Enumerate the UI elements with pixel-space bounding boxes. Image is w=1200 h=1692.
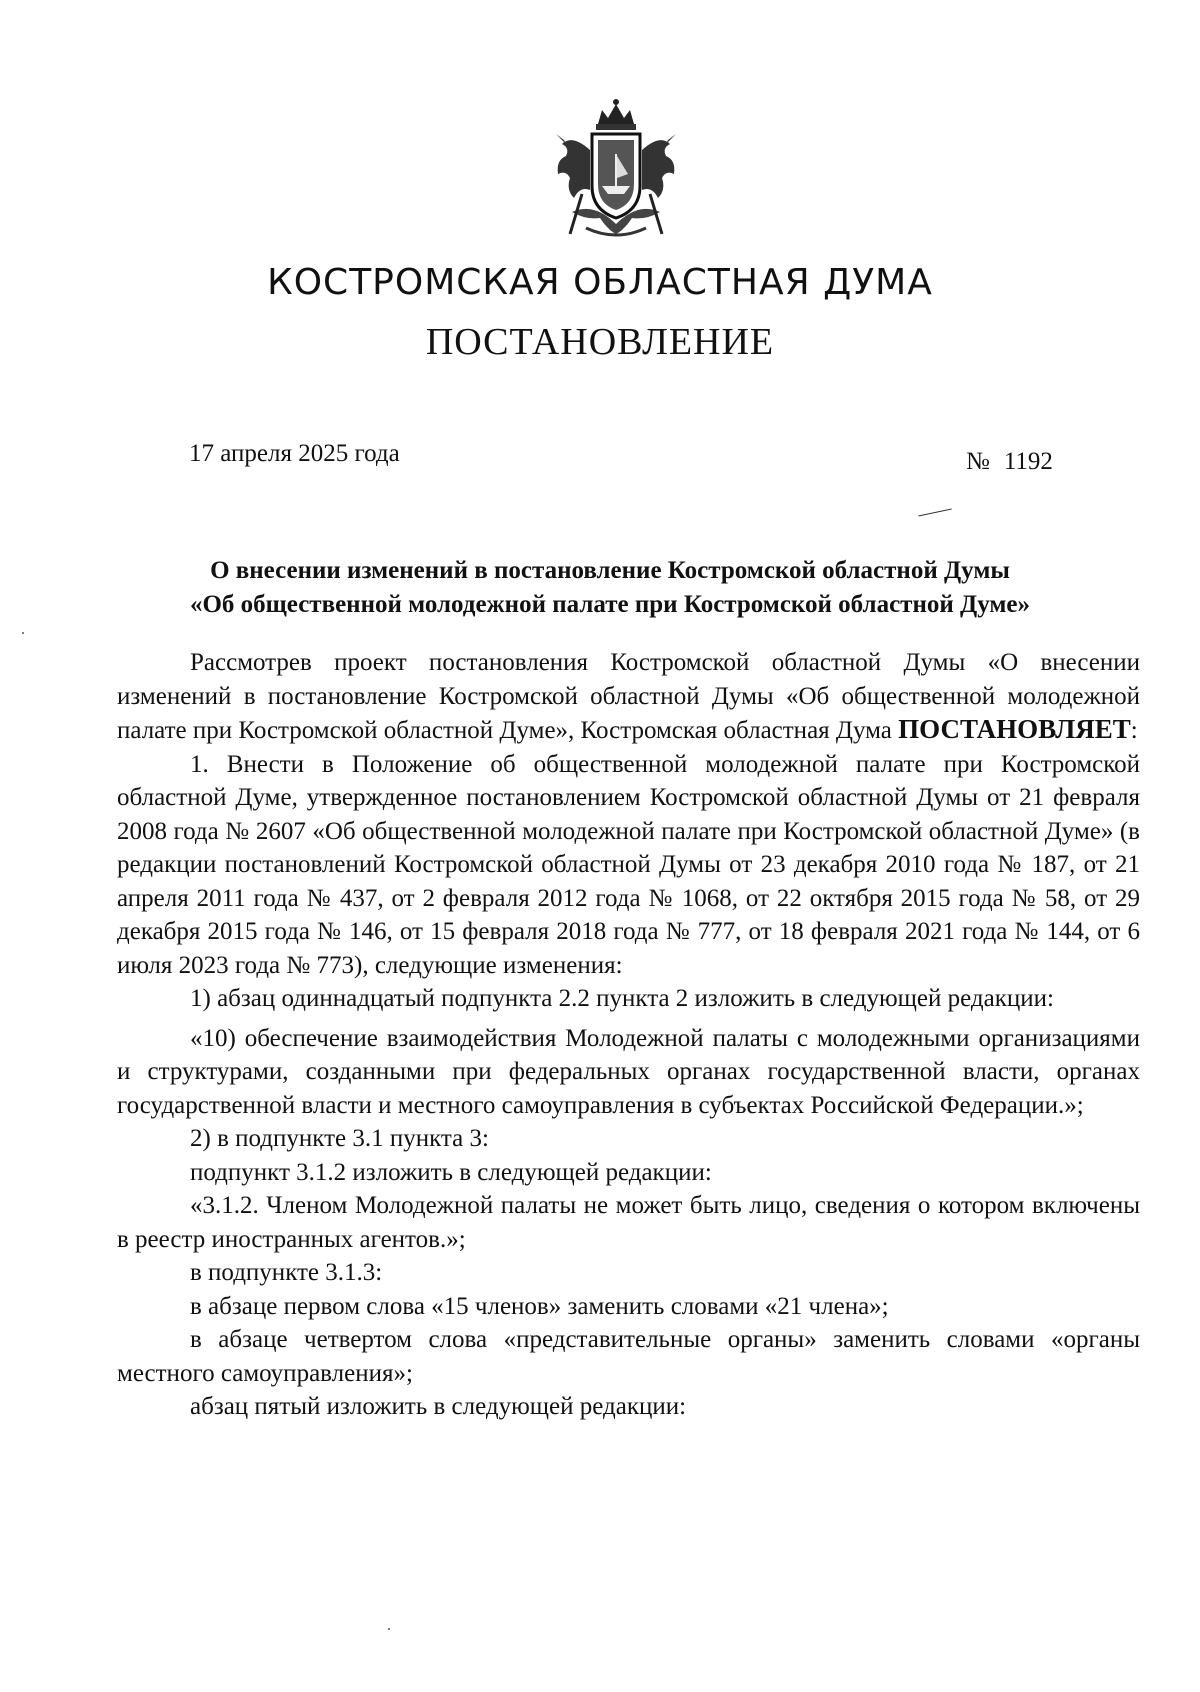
kostroma-coat-of-arms-icon — [536, 94, 696, 254]
subitem-2-paragraph: 2) в подпункте 3.1 пункта 3: — [190, 1125, 489, 1152]
preamble-text: Рассмотрев проект постановления Костромской областной Думы «О внесении изменений в постановление Костромской областной Думы «Об общественной молодежной палате при Костромской областной Думе», Костромская областная Дума — [117, 649, 1140, 744]
subitem-2b-paragraph: в подпункте 3.1.3: — [190, 1259, 383, 1286]
document-number — [966, 448, 1053, 476]
subject-line-1: О внесении изменений в постановление Костромской областной Думы — [210, 557, 1010, 584]
number-sign: № — [966, 448, 990, 475]
document-type-heading: ПОСТАНОВЛЕНИЕ — [425, 321, 775, 363]
preamble-paragraph — [117, 646, 1140, 748]
handwritten-stroke — [918, 508, 951, 516]
subitem-2c-paragraph: в абзаце первом слова «15 членов» заменить словами «21 члена»; — [190, 1292, 889, 1320]
subitem-2d-paragraph: в абзаце четвертом слова «представительные органы» заменить словами «органы местного самоуправления»; — [117, 1326, 1140, 1387]
document-subject — [110, 554, 1110, 622]
document-body — [117, 646, 1140, 1424]
scan-speck — [388, 1628, 390, 1630]
subitem-2a-paragraph: подпункт 3.1.2 изложить в следующей редакции: — [190, 1158, 712, 1186]
number-value: 1192 — [1003, 448, 1053, 475]
subitem-1-paragraph: 1) абзац одиннадцатый подпункта 2.2 пункта 2 изложить в следующей редакции: — [190, 985, 1054, 1012]
quote-2-paragraph: «3.1.2. Членом Молодежной палаты не может быть лицо, сведения о котором включены в реестр иностранных агентов.»; — [117, 1192, 1140, 1253]
item-1-paragraph: 1. Внести в Положение об общественной молодежной палате при Костромской областной Думе, утвержденное постановлением Костромской областной Думы от 21 февраля 2008 года № 2607 «Об общественной молодежной палате при Костромской областной Думе» (в редакции постановлений Костромской областной Думы от 23 декабря 2010 года № 187, от 21 апреля 2011 года № 437, от 2 февраля 2012 года № 1068, от 22 октября 2015 года № 58, от 29 декабря 2015 года № 146, от 15 февраля 2018 года № 777, от 18 февраля 2021 года № 144, от 6 июля 2023 года № 773), следующие изменения: — [117, 750, 1140, 979]
resolve-word: ПОСТАНОВЛЯЕТ — [898, 714, 1131, 744]
organization-title: КОСТРОМСКАЯ ОБЛАСТНАЯ ДУМА — [267, 262, 933, 303]
scan-speck — [22, 632, 24, 634]
subject-line-2: «Об общественной молодежной палате при Костромской областной Думе» — [189, 591, 1030, 618]
quote-1-paragraph: «10) обеспечение взаимодействия Молодежной палаты с молодежными организациями и структурами, созданными при федеральных органах государственной власти, органах государственной власти и местного самоуправления в субъектах Российской Федерации.»; — [117, 1024, 1140, 1119]
subitem-2e-paragraph: абзац пятый изложить в следующей редакции: — [190, 1393, 687, 1420]
resolve-colon: : — [1130, 717, 1138, 744]
document-date: 17 апреля 2025 года — [189, 440, 400, 467]
